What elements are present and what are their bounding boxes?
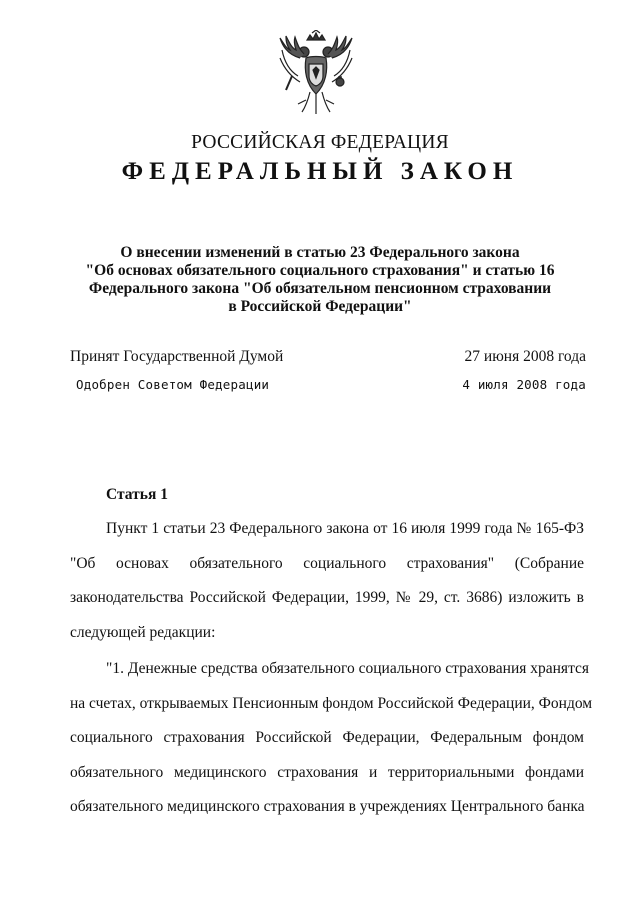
paragraph-line: социального страхования Российской Федерации, Федеральным фондом (70, 729, 584, 746)
paragraph-line: "Об основах обязательного социального страхования" (Собрание (70, 554, 584, 572)
paragraph-line: обязательного медицинского страхования в учреждениях Центрального банка (70, 798, 585, 815)
law-title-line: Федерального закона "Об обязательном пенсионном страховании (88, 280, 552, 297)
article-paragraph-1 (70, 512, 584, 650)
coat-of-arms-emblem (276, 30, 356, 118)
law-title-line: "Об основах обязательного социального страхования" и статью 16 (85, 262, 555, 279)
article-heading: Статья 1 (106, 486, 168, 503)
country-name: РОССИЙСКАЯ ФЕДЕРАЦИЯ (191, 132, 449, 153)
paragraph-line: следующей редакции: (70, 623, 216, 641)
article-paragraph-2 (70, 652, 593, 825)
adoption-council-label: Одобрен Советом Федерации (76, 377, 270, 392)
document-type: ФЕДЕРАЛЬНЫЙ ЗАКОН (121, 158, 519, 185)
adoption-duma-row (70, 348, 586, 366)
paragraph-line: "1. Денежные средства обязательного социального страхования хранятся (106, 660, 590, 677)
adoption-council-row (70, 377, 586, 392)
adoption-duma-label: Принят Государственной Думой (70, 348, 284, 365)
paragraph-line: обязательного медицинского страхования и территориальными фондами (70, 763, 584, 781)
paragraph-line: Пункт 1 статьи 23 Федерального закона от 16 июля 1999 года № 165-ФЗ (106, 520, 584, 537)
law-title (60, 244, 580, 316)
law-title-line: в Российской Федерации" (228, 298, 412, 315)
paragraph-line: законодательства Российской Федерации, 1999, № 29, ст. 3686) изложить в (70, 589, 584, 606)
paragraph-line: на счетах, открываемых Пенсионным фондом Российской Федерации, Фондом (70, 694, 593, 712)
adoption-duma-date: 27 июня 2008 года (464, 348, 586, 365)
law-title-line: О внесении изменений в статью 23 Федерального закона (120, 244, 520, 261)
adoption-council-date: 4 июля 2008 года (462, 377, 586, 392)
